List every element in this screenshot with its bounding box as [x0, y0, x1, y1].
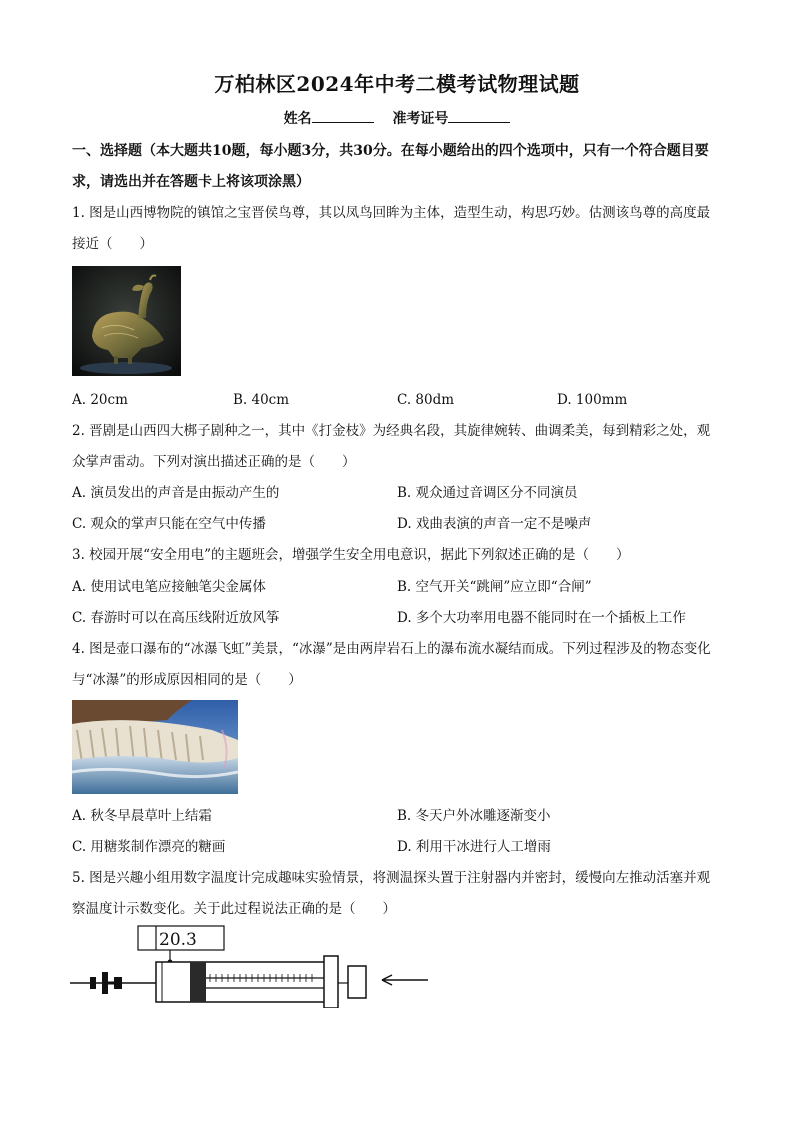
syringe-thermometer-diagram — [70, 922, 432, 1008]
ticket-label: 准考证号 — [392, 111, 449, 127]
syringe-piston — [190, 962, 206, 1002]
q2-option-a: A. 演员发出的声音是由振动产生的 — [72, 485, 280, 501]
name-ticket-row — [0, 108, 794, 128]
thermometer-reading: 20.3 — [159, 930, 197, 950]
syringe-thumb-plate — [348, 966, 366, 998]
name-label: 姓名 — [283, 111, 312, 127]
question-5-stem: 5. 图是兴趣小组用数字温度计完成趣味实验情景，将测温探头置于注射器内并密封，缓慢向左推动活塞并观察温度计示数变化。关于此过程说法正确的是（ ） — [72, 870, 711, 917]
question-4-stem: 4. 图是壶口瀑布的“冰瀑飞虹”美景，“冰瀑”是由两岸岩石上的瀑布流水凝结而成。下列过程涉及的物态变化与“冰瀑”的形成原因相同的是（ ） — [72, 641, 711, 688]
question-1-stem: 1. 图是山西博物院的镇馆之宝晋侯鸟尊，其以凤鸟回眸为主体，造型生动，构思巧妙。估测该鸟尊的高度最接近（ ） — [72, 205, 711, 252]
ticket-blank — [448, 110, 510, 123]
q3-option-c: C. 春游时可以在高压线附近放风筝 — [72, 610, 280, 626]
q3-option-a: A. 使用试电笔应接触笔尖金属体 — [72, 579, 266, 595]
q4-option-b: B. 冬天户外冰雕逐渐变小 — [397, 808, 551, 824]
syringe-barrel — [156, 962, 328, 1002]
q4-option-d: D. 利用干冰进行人工增雨 — [397, 839, 551, 855]
ice-waterfall-photo — [72, 700, 238, 794]
section-heading: 一、选择题（本大题共10题，每小题3分，共30分。在每小题给出的四个选项中，只有一个符合题目要求，请选出并在答题卡上将该项涂黑） — [72, 143, 709, 190]
q1-option-d: D. 100mm — [557, 392, 628, 408]
q1-option-c: C. 80dm — [397, 392, 455, 408]
name-blank — [312, 110, 374, 123]
bird-zun-photo — [72, 266, 181, 376]
q3-option-d: D. 多个大功率用电器不能同时在一个插板上工作 — [397, 610, 686, 626]
q4-option-a: A. 秋冬早晨草叶上结霜 — [72, 808, 212, 824]
q2-option-c: C. 观众的掌声只能在空气中传播 — [72, 516, 266, 532]
q3-option-b: B. 空气开关“跳闸”应立即“合闸” — [397, 579, 592, 595]
page-title: 万柏林区2024年中考二模考试物理试题 — [214, 72, 580, 96]
q1-option-b: B. 40cm — [233, 392, 290, 408]
q2-option-b: B. 观众通过音调区分不同演员 — [397, 485, 578, 501]
q4-option-c: C. 用糖浆制作漂亮的糖画 — [72, 839, 226, 855]
q1-option-a: A. 20cm — [72, 392, 128, 408]
question-3-stem: 3. 校园开展“安全用电”的主题班会，增强学生安全用电意识，据此下列叙述正确的是（ ） — [72, 547, 630, 563]
question-2-stem: 2. 晋剧是山西四大梆子剧种之一，其中《打金枝》为经典名段，其旋律婉转、曲调柔美，每到精彩之处，观众掌声雷动。下列对演出描述正确的是（ ） — [72, 423, 711, 470]
q2-option-d: D. 戏曲表演的声音一定不是噪声 — [397, 516, 592, 532]
